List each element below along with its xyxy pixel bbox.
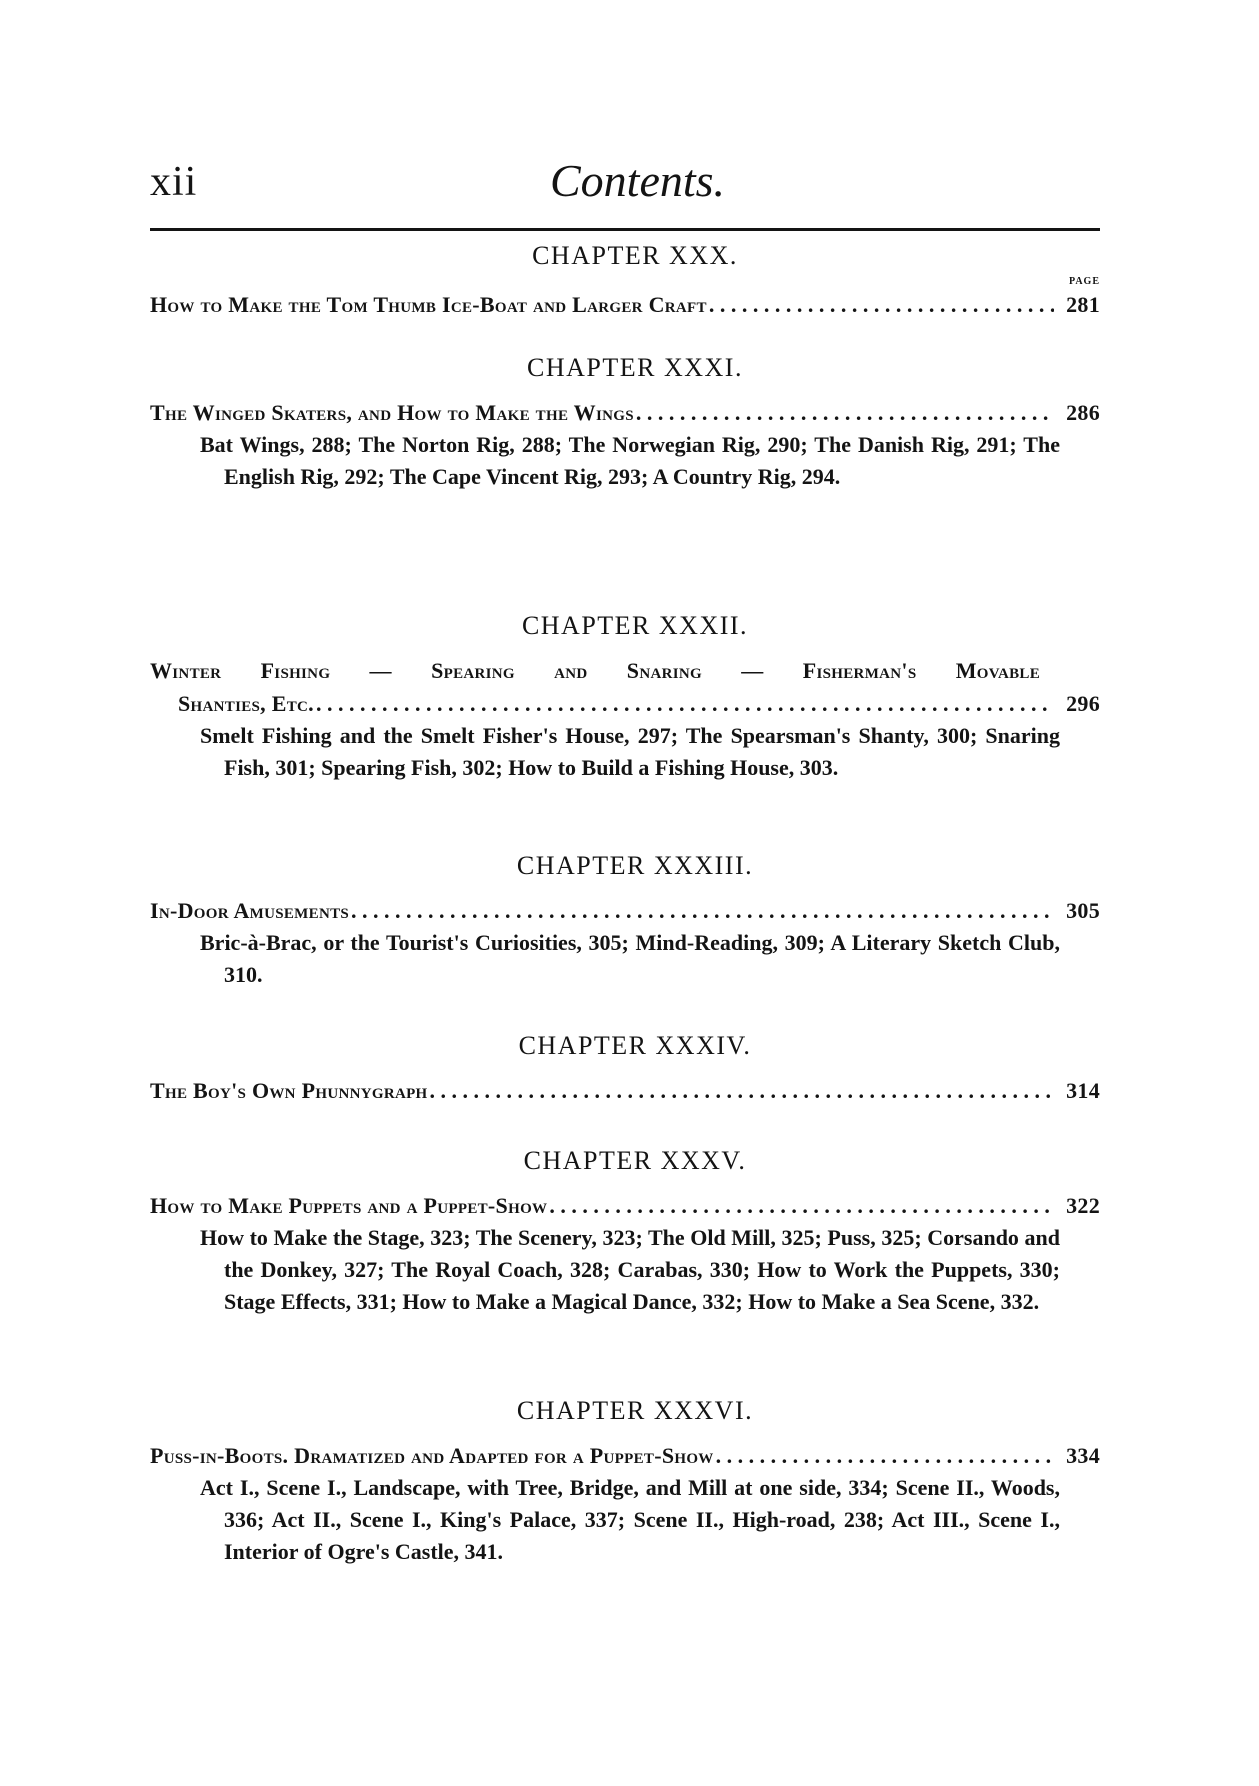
chapter-page: 286: [1066, 400, 1100, 425]
chapter-heading: CHAPTER XXX.: [532, 241, 738, 270]
chapter-title-text: Shanties, Etc.: [178, 691, 314, 716]
chapter-subtopics: Bric-à-Brac, or the Tourist's Curiosities, 305; Mind-Reading, 309; A Literary Sketch Club, 310.: [200, 930, 1060, 987]
chapter-entry: [150, 240, 1100, 321]
chapter-heading: CHAPTER XXXIV.: [518, 1031, 752, 1060]
chapter-title: [150, 894, 1100, 927]
chapter-title-text: The Boy's Own Phunnygraph: [150, 1078, 428, 1103]
chapter-entry: [150, 850, 1100, 991]
chapter-title: [150, 1074, 1100, 1107]
chapter-title: [150, 687, 1100, 720]
chapter-heading: CHAPTER XXXII.: [521, 611, 749, 640]
chapter-heading: CHAPTER XXXV.: [523, 1146, 747, 1175]
chapter-heading: CHAPTER XXXIII.: [516, 851, 754, 880]
chapter-entry: [150, 352, 1100, 493]
chapter-page: 296: [1066, 691, 1100, 716]
header-rule: [150, 228, 1100, 231]
chapter-page: 305: [1066, 898, 1100, 923]
chapter-title-line: Winter Fishing — Spearing and Snaring — Fisherman's Movable: [150, 658, 1040, 683]
chapter-title-text: In-Door Amusements: [150, 898, 350, 923]
contents-page: [150, 0, 1100, 1786]
chapter-title: [150, 288, 1100, 321]
chapter-subtopics: How to Make the Stage, 323; The Scenery, 323; The Old Mill, 325; Puss, 325; Corsando and the Donkey, 327; The Royal Coach, 328; Carabas, 330; How to Work the Puppets, 330; Stage Effects, 331; How to Make a Magical Dance, 332; How to Make a Sea Scene, 332.: [200, 1225, 1060, 1314]
page-number: xii: [150, 159, 198, 205]
chapter-subtopics: Smelt Fishing and the Smelt Fisher's House, 297; The Spearsman's Shanty, 300; Snaring Fish, 301; Spearing Fish, 302; How to Build a Fishing House, 303.: [200, 723, 1060, 780]
chapter-title: [150, 396, 1100, 429]
chapter-entry: [150, 610, 1100, 784]
chapter-title-text: How to Make the Tom Thumb Ice-Boat and Larger Craft: [150, 292, 707, 317]
chapter-title: [150, 1439, 1100, 1472]
chapter-page: 322: [1066, 1193, 1100, 1218]
dot-leader: [351, 894, 1054, 927]
chapter-subtopics: Bat Wings, 288; The Norton Rig, 288; The Norwegian Rig, 290; The Danish Rig, 291; The English Rig, 292; The Cape Vincent Rig, 293; A Country Rig, 294.: [200, 432, 1060, 489]
dot-leader: [316, 687, 1054, 720]
dot-leader: [430, 1074, 1054, 1107]
dot-leader: [549, 1189, 1054, 1222]
chapter-title-text: The Winged Skaters, and How to Make the Wings: [150, 400, 634, 425]
chapter-page: 314: [1066, 1078, 1100, 1103]
chapter-entry: [150, 1030, 1100, 1107]
chapter-entry: [150, 1395, 1100, 1568]
dot-leader: [709, 288, 1054, 321]
chapter-entry: [150, 1145, 1100, 1318]
chapter-page: 334: [1066, 1443, 1100, 1468]
chapter-page: 281: [1066, 292, 1100, 317]
page-column-label: PAGE: [1068, 276, 1100, 287]
dot-leader: [716, 1439, 1054, 1472]
running-title: Contents.: [550, 155, 726, 206]
chapter-title: [150, 1189, 1100, 1222]
chapter-title-text: How to Make Puppets and a Puppet-Show: [150, 1193, 548, 1218]
chapter-title-text: Puss-in-Boots. Dramatized and Adapted for a Puppet-Show: [150, 1443, 714, 1468]
chapter-heading: CHAPTER XXXVI.: [516, 1396, 754, 1425]
page-header: [150, 150, 1100, 222]
dot-leader: [636, 396, 1054, 429]
chapter-heading: CHAPTER XXXI.: [527, 353, 743, 382]
chapter-subtopics: Act I., Scene I., Landscape, with Tree, Bridge, and Mill at one side, 334; Scene II., Woods, 336; Act II., Scene I., King's Palace, 337; Scene II., High-road, 238; Act III., Scene I., Interior of Ogre's Castle, 341.: [200, 1475, 1060, 1564]
